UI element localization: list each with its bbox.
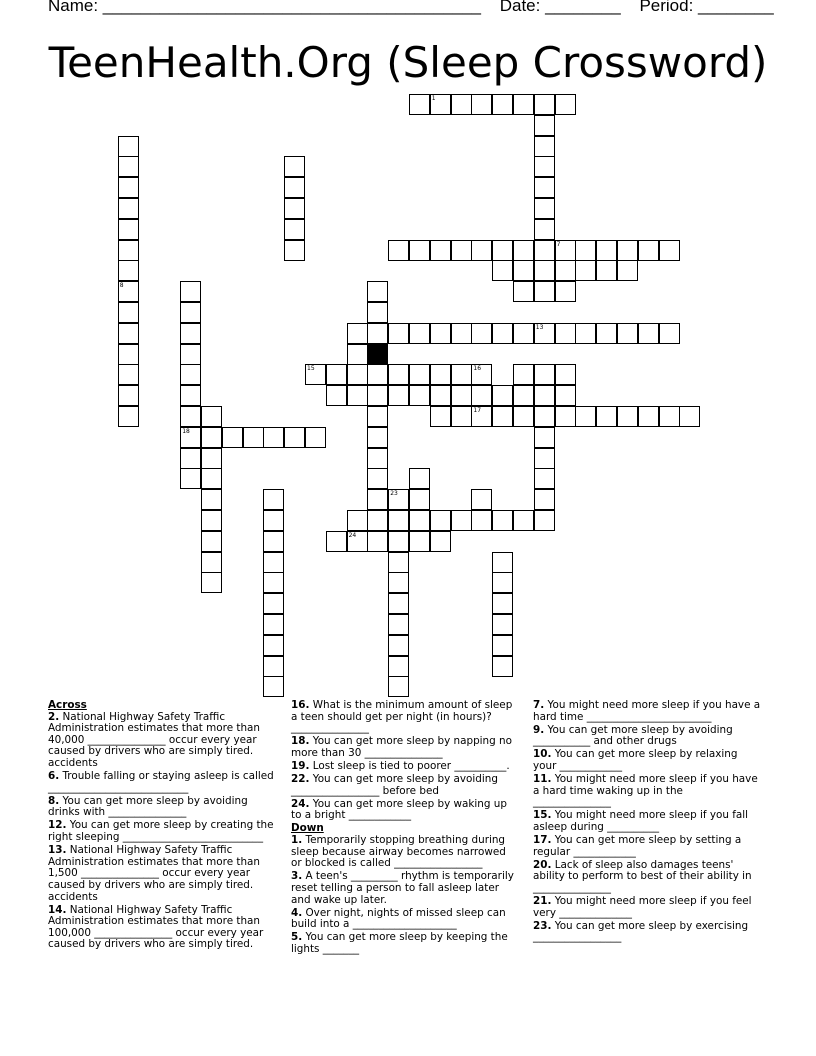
clue-item-text: You can get more sleep by avoiding drinks with _______________ bbox=[48, 794, 248, 819]
grid-cell[interactable] bbox=[284, 156, 305, 177]
grid-cell[interactable] bbox=[263, 656, 284, 677]
grid-cell[interactable] bbox=[201, 552, 222, 573]
grid-cell[interactable] bbox=[409, 531, 430, 552]
grid-cell[interactable] bbox=[180, 281, 201, 302]
grid-cell[interactable] bbox=[118, 177, 139, 198]
grid-cell[interactable] bbox=[471, 323, 492, 344]
grid-cell[interactable] bbox=[555, 260, 576, 281]
clue-item-text: You can get more sleep by setting a regular ____________ bbox=[533, 834, 742, 858]
grid-cell[interactable] bbox=[513, 385, 534, 406]
grid-cell[interactable] bbox=[638, 240, 659, 261]
grid-cell[interactable] bbox=[534, 468, 555, 489]
grid-cell[interactable] bbox=[534, 281, 555, 302]
clue-number: 7 bbox=[556, 240, 561, 248]
grid-cell[interactable] bbox=[367, 364, 388, 385]
clue-item-number: 20. bbox=[533, 858, 552, 871]
clue-item-number: 2. bbox=[48, 710, 60, 723]
grid-cell[interactable] bbox=[430, 364, 451, 385]
grid-cell[interactable] bbox=[326, 531, 347, 552]
grid-cell[interactable] bbox=[471, 406, 492, 427]
clue-number: 24 bbox=[348, 531, 357, 539]
grid-cell[interactable] bbox=[305, 364, 326, 385]
grid-cell[interactable] bbox=[180, 364, 201, 385]
clue-item-number: 23. bbox=[533, 919, 552, 932]
grid-cell[interactable] bbox=[430, 531, 451, 552]
grid-cell[interactable] bbox=[367, 448, 388, 469]
grid-cell[interactable] bbox=[575, 240, 596, 261]
grid-cell[interactable] bbox=[201, 489, 222, 510]
clue-item-text: National Highway Safety Traffic Administration estimates that more than 40,000 _______________ occur every year caused by drivers who are simply tired. accidents bbox=[48, 710, 261, 769]
clue-item-text: You might need more sleep if you have a hard time ________________________ bbox=[533, 699, 761, 723]
grid-cell[interactable] bbox=[659, 240, 680, 261]
grid-cell[interactable] bbox=[513, 281, 534, 302]
grid-cell[interactable] bbox=[118, 406, 139, 427]
grid-cell[interactable] bbox=[492, 240, 513, 261]
grid-cell[interactable] bbox=[534, 198, 555, 219]
grid-cell[interactable] bbox=[118, 385, 139, 406]
grid-cell[interactable] bbox=[638, 323, 659, 344]
grid-cell[interactable] bbox=[492, 323, 513, 344]
grid-cell[interactable] bbox=[492, 656, 513, 677]
clue-item-number: 12. bbox=[48, 819, 67, 832]
clue-number: 1 bbox=[431, 95, 436, 102]
clue-item bbox=[291, 908, 517, 931]
grid-cell[interactable] bbox=[430, 510, 451, 531]
grid-cell[interactable] bbox=[513, 240, 534, 261]
clue-item-text: You can get more sleep by exercising _________________ bbox=[533, 919, 749, 944]
grid-cell[interactable] bbox=[471, 240, 492, 261]
grid-cell[interactable] bbox=[201, 406, 222, 427]
grid-cell[interactable] bbox=[513, 510, 534, 531]
grid-cell[interactable] bbox=[326, 364, 347, 385]
clue-item bbox=[533, 921, 761, 944]
grid-cell[interactable] bbox=[513, 406, 534, 427]
grid-cell[interactable] bbox=[534, 240, 555, 261]
clue-number: 17 bbox=[473, 407, 482, 414]
clue-item-text: You can get more sleep by relaxing your ____________ bbox=[533, 748, 738, 772]
grid-cell[interactable] bbox=[180, 406, 201, 427]
grid-cell[interactable] bbox=[388, 676, 409, 697]
grid-cell[interactable] bbox=[596, 323, 617, 344]
clue-number: 16 bbox=[473, 365, 482, 373]
grid-cell[interactable] bbox=[409, 468, 430, 489]
grid-cell[interactable] bbox=[409, 510, 430, 531]
clue-item bbox=[48, 845, 274, 903]
clue-item bbox=[48, 905, 274, 951]
grid-cell[interactable] bbox=[284, 427, 305, 448]
grid-cell[interactable] bbox=[430, 385, 451, 406]
grid-cell[interactable] bbox=[555, 364, 576, 385]
grid-cell[interactable] bbox=[388, 552, 409, 573]
grid-cell[interactable] bbox=[451, 406, 472, 427]
clue-number: 13 bbox=[535, 323, 544, 331]
grid-cell[interactable] bbox=[596, 260, 617, 281]
grid-cell[interactable] bbox=[201, 531, 222, 552]
grid-cell[interactable] bbox=[555, 281, 576, 302]
grid-cell[interactable] bbox=[263, 489, 284, 510]
grid-cell[interactable] bbox=[534, 364, 555, 385]
grid-cell[interactable] bbox=[367, 468, 388, 489]
grid-cell[interactable] bbox=[388, 593, 409, 614]
grid-cell[interactable] bbox=[409, 385, 430, 406]
grid-cell[interactable] bbox=[555, 323, 576, 344]
grid-cell[interactable] bbox=[326, 385, 347, 406]
grid-cell[interactable] bbox=[284, 219, 305, 240]
grid-cell[interactable] bbox=[492, 593, 513, 614]
grid-cell[interactable] bbox=[492, 94, 513, 115]
clue-item bbox=[533, 896, 761, 919]
grid-cell[interactable] bbox=[305, 427, 326, 448]
clue-item-text: National Highway Safety Traffic Administration estimates that more than 1,500 _______________ occur every year caused by drivers who are simply tired. accidents bbox=[48, 844, 261, 903]
grid-cell[interactable] bbox=[534, 94, 555, 115]
grid-cell[interactable] bbox=[118, 219, 139, 240]
clue-item-number: 7. bbox=[533, 699, 545, 711]
grid-cell[interactable] bbox=[367, 427, 388, 448]
clue-item-text: You might need more sleep if you have a hard time waking up in the _______________ bbox=[533, 773, 758, 809]
grid-cell[interactable] bbox=[430, 323, 451, 344]
grid-cell[interactable] bbox=[388, 510, 409, 531]
clue-item-text: You can get more sleep by keeping the lights _______ bbox=[291, 931, 508, 955]
grid-cell[interactable] bbox=[201, 448, 222, 469]
grid-cell[interactable] bbox=[617, 323, 638, 344]
grid-cell[interactable] bbox=[471, 94, 492, 115]
date-field-label[interactable]: Date: ________ bbox=[499, 0, 621, 15]
clue-item-text: You can get more sleep by waking up to a bright ____________ bbox=[291, 797, 507, 822]
grid-cell[interactable] bbox=[201, 572, 222, 593]
grid-cell[interactable] bbox=[451, 94, 472, 115]
grid-cell[interactable] bbox=[180, 385, 201, 406]
grid-cell[interactable] bbox=[367, 531, 388, 552]
grid-cell[interactable] bbox=[534, 219, 555, 240]
grid-cell[interactable] bbox=[118, 136, 139, 157]
clue-item-number: 1. bbox=[291, 834, 303, 847]
grid-cell[interactable] bbox=[513, 364, 534, 385]
grid-cell[interactable] bbox=[118, 240, 139, 261]
grid-cell[interactable] bbox=[263, 614, 284, 635]
grid-cell[interactable] bbox=[388, 572, 409, 593]
clue-item bbox=[291, 835, 517, 870]
grid-block bbox=[367, 344, 388, 365]
clue-item bbox=[291, 761, 517, 773]
grid-cell[interactable] bbox=[534, 260, 555, 281]
clue-item-text: What is the minimum amount of sleep a teen should get per night (in hours)? _______________ bbox=[291, 699, 513, 735]
clue-item-text: You can get more sleep by creating the right sleeping ___________________________ bbox=[48, 819, 274, 844]
grid-cell[interactable] bbox=[118, 156, 139, 177]
grid-cell[interactable] bbox=[263, 593, 284, 614]
grid-cell[interactable] bbox=[388, 489, 409, 510]
clue-item-text: Lost sleep is tied to poorer __________. bbox=[309, 759, 510, 772]
grid-cell[interactable] bbox=[659, 323, 680, 344]
grid-cell[interactable] bbox=[284, 177, 305, 198]
clues-column-2 bbox=[291, 700, 517, 957]
grid-cell[interactable] bbox=[388, 240, 409, 261]
grid-cell[interactable] bbox=[679, 406, 700, 427]
grid-cell[interactable] bbox=[534, 385, 555, 406]
clue-item bbox=[533, 860, 761, 895]
grid-cell[interactable] bbox=[243, 427, 264, 448]
grid-cell[interactable] bbox=[430, 406, 451, 427]
clue-item bbox=[533, 700, 761, 723]
grid-cell[interactable] bbox=[492, 572, 513, 593]
grid-cell[interactable] bbox=[534, 136, 555, 157]
grid-cell[interactable] bbox=[263, 572, 284, 593]
grid-cell[interactable] bbox=[367, 302, 388, 323]
grid-cell[interactable] bbox=[367, 406, 388, 427]
clue-item-text: You can get more sleep by napping no more than 30 _______________ bbox=[291, 735, 512, 759]
clue-item-number: 10. bbox=[533, 748, 552, 761]
grid-cell[interactable] bbox=[347, 510, 368, 531]
grid-cell[interactable] bbox=[492, 635, 513, 656]
clue-item-text: You might need more sleep if you fall asleep during __________ bbox=[533, 809, 749, 833]
grid-cell[interactable] bbox=[388, 385, 409, 406]
grid-cell[interactable] bbox=[367, 510, 388, 531]
grid-cell[interactable] bbox=[409, 489, 430, 510]
grid-cell[interactable] bbox=[555, 240, 576, 261]
period-field-label[interactable]: Period: ________ bbox=[639, 0, 774, 15]
grid-cell[interactable] bbox=[430, 94, 451, 115]
grid-cell[interactable] bbox=[201, 468, 222, 489]
grid-cell[interactable] bbox=[409, 94, 430, 115]
grid-cell[interactable] bbox=[201, 427, 222, 448]
clue-item-number: 11. bbox=[533, 773, 552, 786]
grid-cell[interactable] bbox=[513, 260, 534, 281]
grid-cell[interactable] bbox=[180, 323, 201, 344]
grid-cell[interactable] bbox=[534, 427, 555, 448]
clue-item-text: Trouble falling or staying asleep is called ___________________________ bbox=[48, 770, 274, 794]
grid-cell[interactable] bbox=[409, 323, 430, 344]
grid-cell[interactable] bbox=[284, 198, 305, 219]
grid-cell[interactable] bbox=[118, 281, 139, 302]
grid-cell[interactable] bbox=[534, 177, 555, 198]
clue-item bbox=[291, 799, 517, 822]
grid-cell[interactable] bbox=[659, 406, 680, 427]
clue-item-number: 14. bbox=[48, 903, 67, 916]
grid-cell[interactable] bbox=[451, 364, 472, 385]
clues-column-3 bbox=[533, 700, 761, 945]
grid-cell[interactable] bbox=[388, 531, 409, 552]
grid-cell[interactable] bbox=[263, 552, 284, 573]
grid-cell[interactable] bbox=[180, 344, 201, 365]
grid-cell[interactable] bbox=[492, 510, 513, 531]
clue-item bbox=[48, 712, 274, 770]
grid-cell[interactable] bbox=[118, 323, 139, 344]
grid-cell[interactable] bbox=[534, 406, 555, 427]
clue-item-text: You can get more sleep by avoiding _________________ before bed bbox=[291, 773, 498, 797]
clue-item-number: 13. bbox=[48, 844, 67, 857]
grid-cell[interactable] bbox=[347, 323, 368, 344]
grid-cell[interactable] bbox=[471, 489, 492, 510]
grid-cell[interactable] bbox=[451, 240, 472, 261]
grid-cell[interactable] bbox=[388, 635, 409, 656]
name-field-label[interactable]: Name: ________________________________________ bbox=[48, 0, 481, 15]
clue-item-text: You can get more sleep by avoiding ___________ and other drugs bbox=[533, 723, 733, 748]
grid-cell[interactable] bbox=[263, 510, 284, 531]
grid-cell[interactable] bbox=[118, 302, 139, 323]
grid-cell[interactable] bbox=[388, 614, 409, 635]
clue-number: 18 bbox=[182, 427, 190, 435]
grid-cell[interactable] bbox=[555, 406, 576, 427]
clue-item-number: 9. bbox=[533, 723, 545, 736]
clue-item-number: 18. bbox=[291, 735, 310, 748]
clue-item bbox=[48, 796, 274, 819]
grid-cell[interactable] bbox=[180, 468, 201, 489]
grid-cell[interactable] bbox=[492, 385, 513, 406]
clue-number: 8 bbox=[119, 282, 124, 290]
clue-item-number: 22. bbox=[291, 773, 310, 786]
clue-number: 23 bbox=[390, 490, 398, 498]
clue-item bbox=[48, 820, 274, 843]
clue-item-text: Temporarily stopping breathing during sleep because airway becomes narrowed or blocked is called _________________ bbox=[291, 834, 506, 870]
grid-cell[interactable] bbox=[492, 614, 513, 635]
grid-cell[interactable] bbox=[409, 240, 430, 261]
grid-cell[interactable] bbox=[367, 385, 388, 406]
clue-item-number: 4. bbox=[291, 906, 303, 919]
grid-cell[interactable] bbox=[451, 385, 472, 406]
grid-cell[interactable] bbox=[347, 531, 368, 552]
grid-cell[interactable] bbox=[451, 510, 472, 531]
grid-cell[interactable] bbox=[263, 635, 284, 656]
grid-cell[interactable] bbox=[367, 281, 388, 302]
grid-cell[interactable] bbox=[347, 385, 368, 406]
grid-cell[interactable] bbox=[284, 240, 305, 261]
grid-cell[interactable] bbox=[575, 406, 596, 427]
grid-cell[interactable] bbox=[617, 240, 638, 261]
grid-cell[interactable] bbox=[201, 510, 222, 531]
grid-cell[interactable] bbox=[575, 323, 596, 344]
grid-cell[interactable] bbox=[555, 94, 576, 115]
grid-cell[interactable] bbox=[263, 427, 284, 448]
grid-cell[interactable] bbox=[638, 406, 659, 427]
grid-cell[interactable] bbox=[492, 406, 513, 427]
clue-item bbox=[533, 835, 761, 858]
clue-item-text: A teen's _________ rhythm is temporarily reset telling a person to fall asleep later and wake up later. bbox=[291, 870, 514, 906]
grid-cell[interactable] bbox=[118, 260, 139, 281]
grid-cell[interactable] bbox=[180, 448, 201, 469]
grid-cell[interactable] bbox=[534, 323, 555, 344]
clue-item-number: 5. bbox=[291, 931, 303, 944]
grid-cell[interactable] bbox=[222, 427, 243, 448]
clue-item-number: 6. bbox=[48, 770, 60, 783]
grid-cell[interactable] bbox=[367, 489, 388, 510]
clue-number: 15 bbox=[307, 365, 315, 373]
grid-cell[interactable] bbox=[596, 240, 617, 261]
grid-cell[interactable] bbox=[617, 406, 638, 427]
grid-cell[interactable] bbox=[471, 385, 492, 406]
grid-cell[interactable] bbox=[388, 656, 409, 677]
clue-item-text: Lack of sleep also damages teens' ability to perform to best of their ability in _______________ bbox=[533, 858, 752, 894]
grid-cell[interactable] bbox=[180, 427, 201, 448]
grid-cell[interactable] bbox=[471, 364, 492, 385]
grid-cell[interactable] bbox=[492, 552, 513, 573]
grid-cell[interactable] bbox=[617, 260, 638, 281]
clue-item bbox=[291, 871, 517, 906]
clue-item bbox=[533, 725, 761, 748]
clue-item bbox=[48, 771, 274, 794]
grid-cell[interactable] bbox=[409, 364, 430, 385]
grid-cell[interactable] bbox=[534, 115, 555, 136]
clues-column-1 bbox=[48, 700, 274, 952]
clues-section-heading: Across bbox=[48, 699, 87, 711]
grid-cell[interactable] bbox=[430, 240, 451, 261]
grid-cell[interactable] bbox=[534, 510, 555, 531]
grid-cell[interactable] bbox=[492, 260, 513, 281]
clues-section-heading: Down bbox=[291, 822, 324, 835]
grid-cell[interactable] bbox=[118, 344, 139, 365]
grid-cell[interactable] bbox=[471, 510, 492, 531]
clue-item bbox=[291, 932, 517, 955]
clue-item-number: 24. bbox=[291, 797, 310, 810]
grid-cell[interactable] bbox=[347, 344, 368, 365]
clue-item bbox=[291, 736, 517, 759]
grid-cell[interactable] bbox=[388, 364, 409, 385]
grid-cell[interactable] bbox=[513, 94, 534, 115]
clue-item-number: 15. bbox=[533, 809, 552, 822]
grid-cell[interactable] bbox=[596, 406, 617, 427]
clue-item-text: You might need more sleep if you feel very ______________ bbox=[533, 895, 752, 919]
page-title: TeenHealth.Org (Sleep Crossword) bbox=[48, 38, 768, 87]
clue-item bbox=[533, 749, 761, 772]
clue-item bbox=[291, 700, 517, 735]
grid-cell[interactable] bbox=[534, 156, 555, 177]
grid-cell[interactable] bbox=[534, 448, 555, 469]
grid-cell[interactable] bbox=[118, 364, 139, 385]
grid-cell[interactable] bbox=[263, 531, 284, 552]
clue-item-number: 16. bbox=[291, 699, 310, 711]
clue-item-number: 17. bbox=[533, 834, 552, 847]
grid-cell[interactable] bbox=[555, 385, 576, 406]
grid-cell[interactable] bbox=[451, 323, 472, 344]
clue-item bbox=[533, 810, 761, 833]
grid-cell[interactable] bbox=[347, 364, 368, 385]
clue-item-text: Over night, nights of missed sleep can build into a ____________________ bbox=[291, 906, 506, 931]
clue-item bbox=[291, 774, 517, 797]
clue-item-number: 19. bbox=[291, 759, 310, 772]
grid-cell[interactable] bbox=[180, 302, 201, 323]
clue-item-number: 3. bbox=[291, 870, 303, 883]
clue-item bbox=[533, 774, 761, 809]
grid-cell[interactable] bbox=[513, 323, 534, 344]
clue-item-text: National Highway Safety Traffic Administration estimates that more than 100,000 _______________ occur every year caused by drivers who are simply tired. bbox=[48, 903, 264, 951]
grid-cell[interactable] bbox=[118, 198, 139, 219]
grid-cell[interactable] bbox=[575, 260, 596, 281]
grid-cell[interactable] bbox=[263, 676, 284, 697]
grid-cell[interactable] bbox=[388, 323, 409, 344]
clue-item-number: 21. bbox=[533, 895, 552, 907]
grid-cell[interactable] bbox=[534, 489, 555, 510]
grid-cell[interactable] bbox=[367, 323, 388, 344]
clue-item-number: 8. bbox=[48, 794, 60, 807]
